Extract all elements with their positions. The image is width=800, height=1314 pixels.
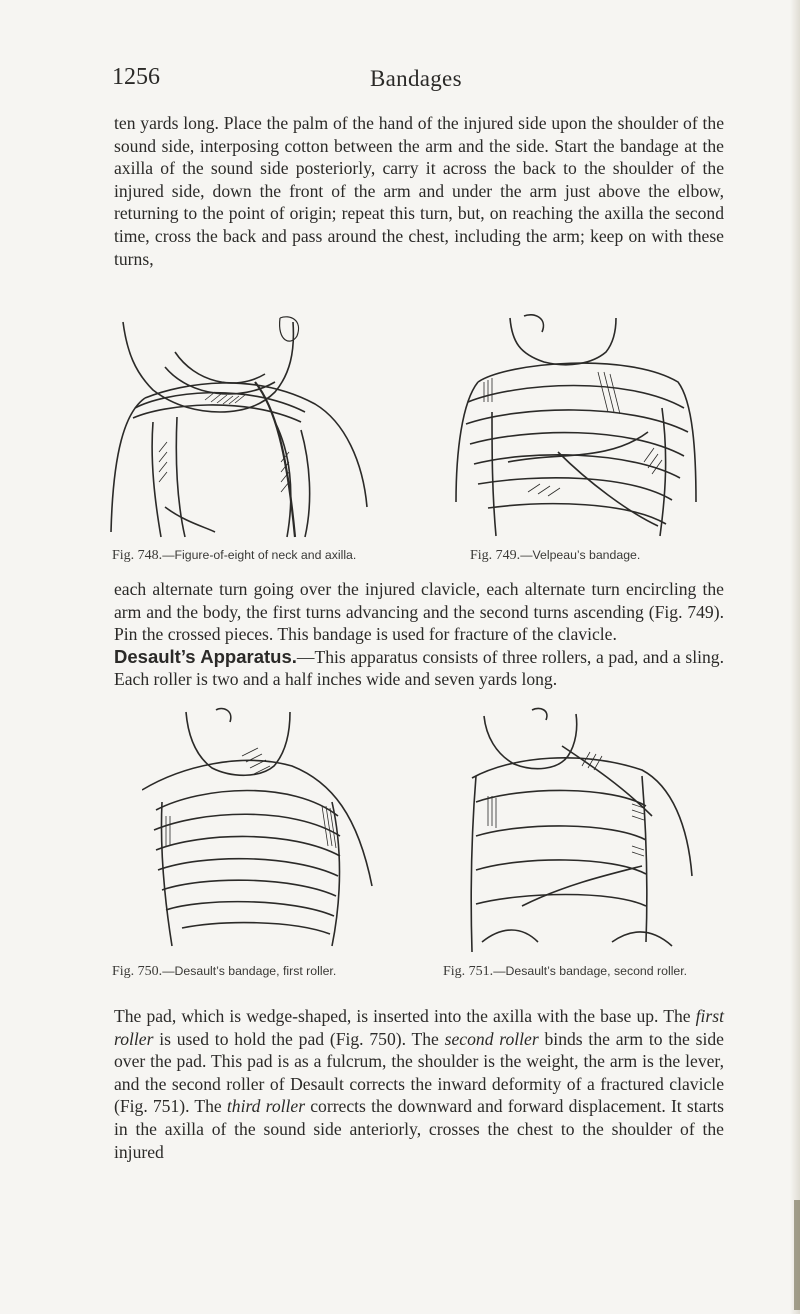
running-head: [112, 64, 712, 104]
term-first-roller: first roller: [114, 1006, 724, 1049]
paragraph-3-text-b: is used to hold the pad (Fig. 750). The: [153, 1028, 445, 1049]
figure-749-illustration: [448, 312, 700, 542]
figure-750-illustration: [142, 706, 382, 956]
paragraph-2: [114, 578, 724, 691]
figure-751-illustration: [462, 706, 702, 956]
figure-748-number: Fig. 748.: [112, 548, 163, 563]
paragraph-3-text-a: The pad, which is wedge-shaped, is inserted into the axilla with the base up. The: [114, 1006, 696, 1026]
figure-749-text: —Velpeau’s bandage.: [520, 548, 641, 562]
term-second-roller: second roller: [444, 1028, 539, 1049]
running-title: Bandages: [370, 66, 462, 91]
figure-751-caption: [443, 964, 687, 980]
figure-749-number: Fig. 749.: [470, 548, 521, 563]
paragraph-2-text: each alternate turn going over the injured clavicle, each alternate turn encircling the arm and the body, the first turns advancing and the second turns ascending (Fig. 749). Pin the crossed pieces. This bandage is used for fracture of the clavicle.: [114, 579, 724, 645]
section-heading-desault: Desault’s Apparatus.: [114, 645, 297, 667]
page-edge-shadow: [790, 0, 800, 1314]
page-edge-mark: [794, 1200, 800, 1310]
paragraph-2b-text: —This apparatus consists of three rollers, a pad, and a sling. Each roller is two and a half inches wide and seven yards long.: [114, 646, 724, 690]
figure-748-illustration: [105, 312, 375, 542]
paragraph-3-text-c: binds the arm to the side over the pad. This pad is as a fulcrum, the shoulder is the weight, the arm is the lever, and the second roller of Desault corrects the inward deformity of a fractured clavicle (Fig. 751). The: [114, 1028, 724, 1117]
figure-749-caption: [470, 548, 640, 564]
paragraph-3-text-d: corrects the downward and forward displacement. It starts in the axilla of the sound side anteriorly, crosses the chest to the shoulder of the injured: [114, 1096, 724, 1162]
figure-748-text: —Figure-of-eight of neck and axilla.: [162, 548, 357, 562]
term-third-roller: third roller: [226, 1096, 306, 1117]
figure-748-caption: [112, 548, 356, 564]
figure-750-caption: [112, 964, 336, 980]
figure-751-number: Fig. 751.: [443, 964, 494, 979]
paragraph-3: [114, 1005, 724, 1163]
figure-751-text: —Desault’s bandage, second roller.: [493, 964, 688, 978]
page-number: 1256: [112, 64, 160, 90]
figure-750-number: Fig. 750.: [112, 964, 163, 979]
paragraph-1: ten yards long. Place the palm of the hand of the injured side upon the shoulder of the sound side, interposing cotton between the arm and the side. Start the bandage at the axilla of the sound side posteriorly, carry it across the back to the shoulder of the injured side, down the front of the arm and under the arm just above the elbow, returning to the point of origin; repeat this turn, but, on reaching the axilla the second time, cross the back and pass around the chest, including the arm; keep on with these turns,: [114, 113, 724, 269]
figure-750-text: —Desault’s bandage, first roller.: [162, 964, 337, 978]
